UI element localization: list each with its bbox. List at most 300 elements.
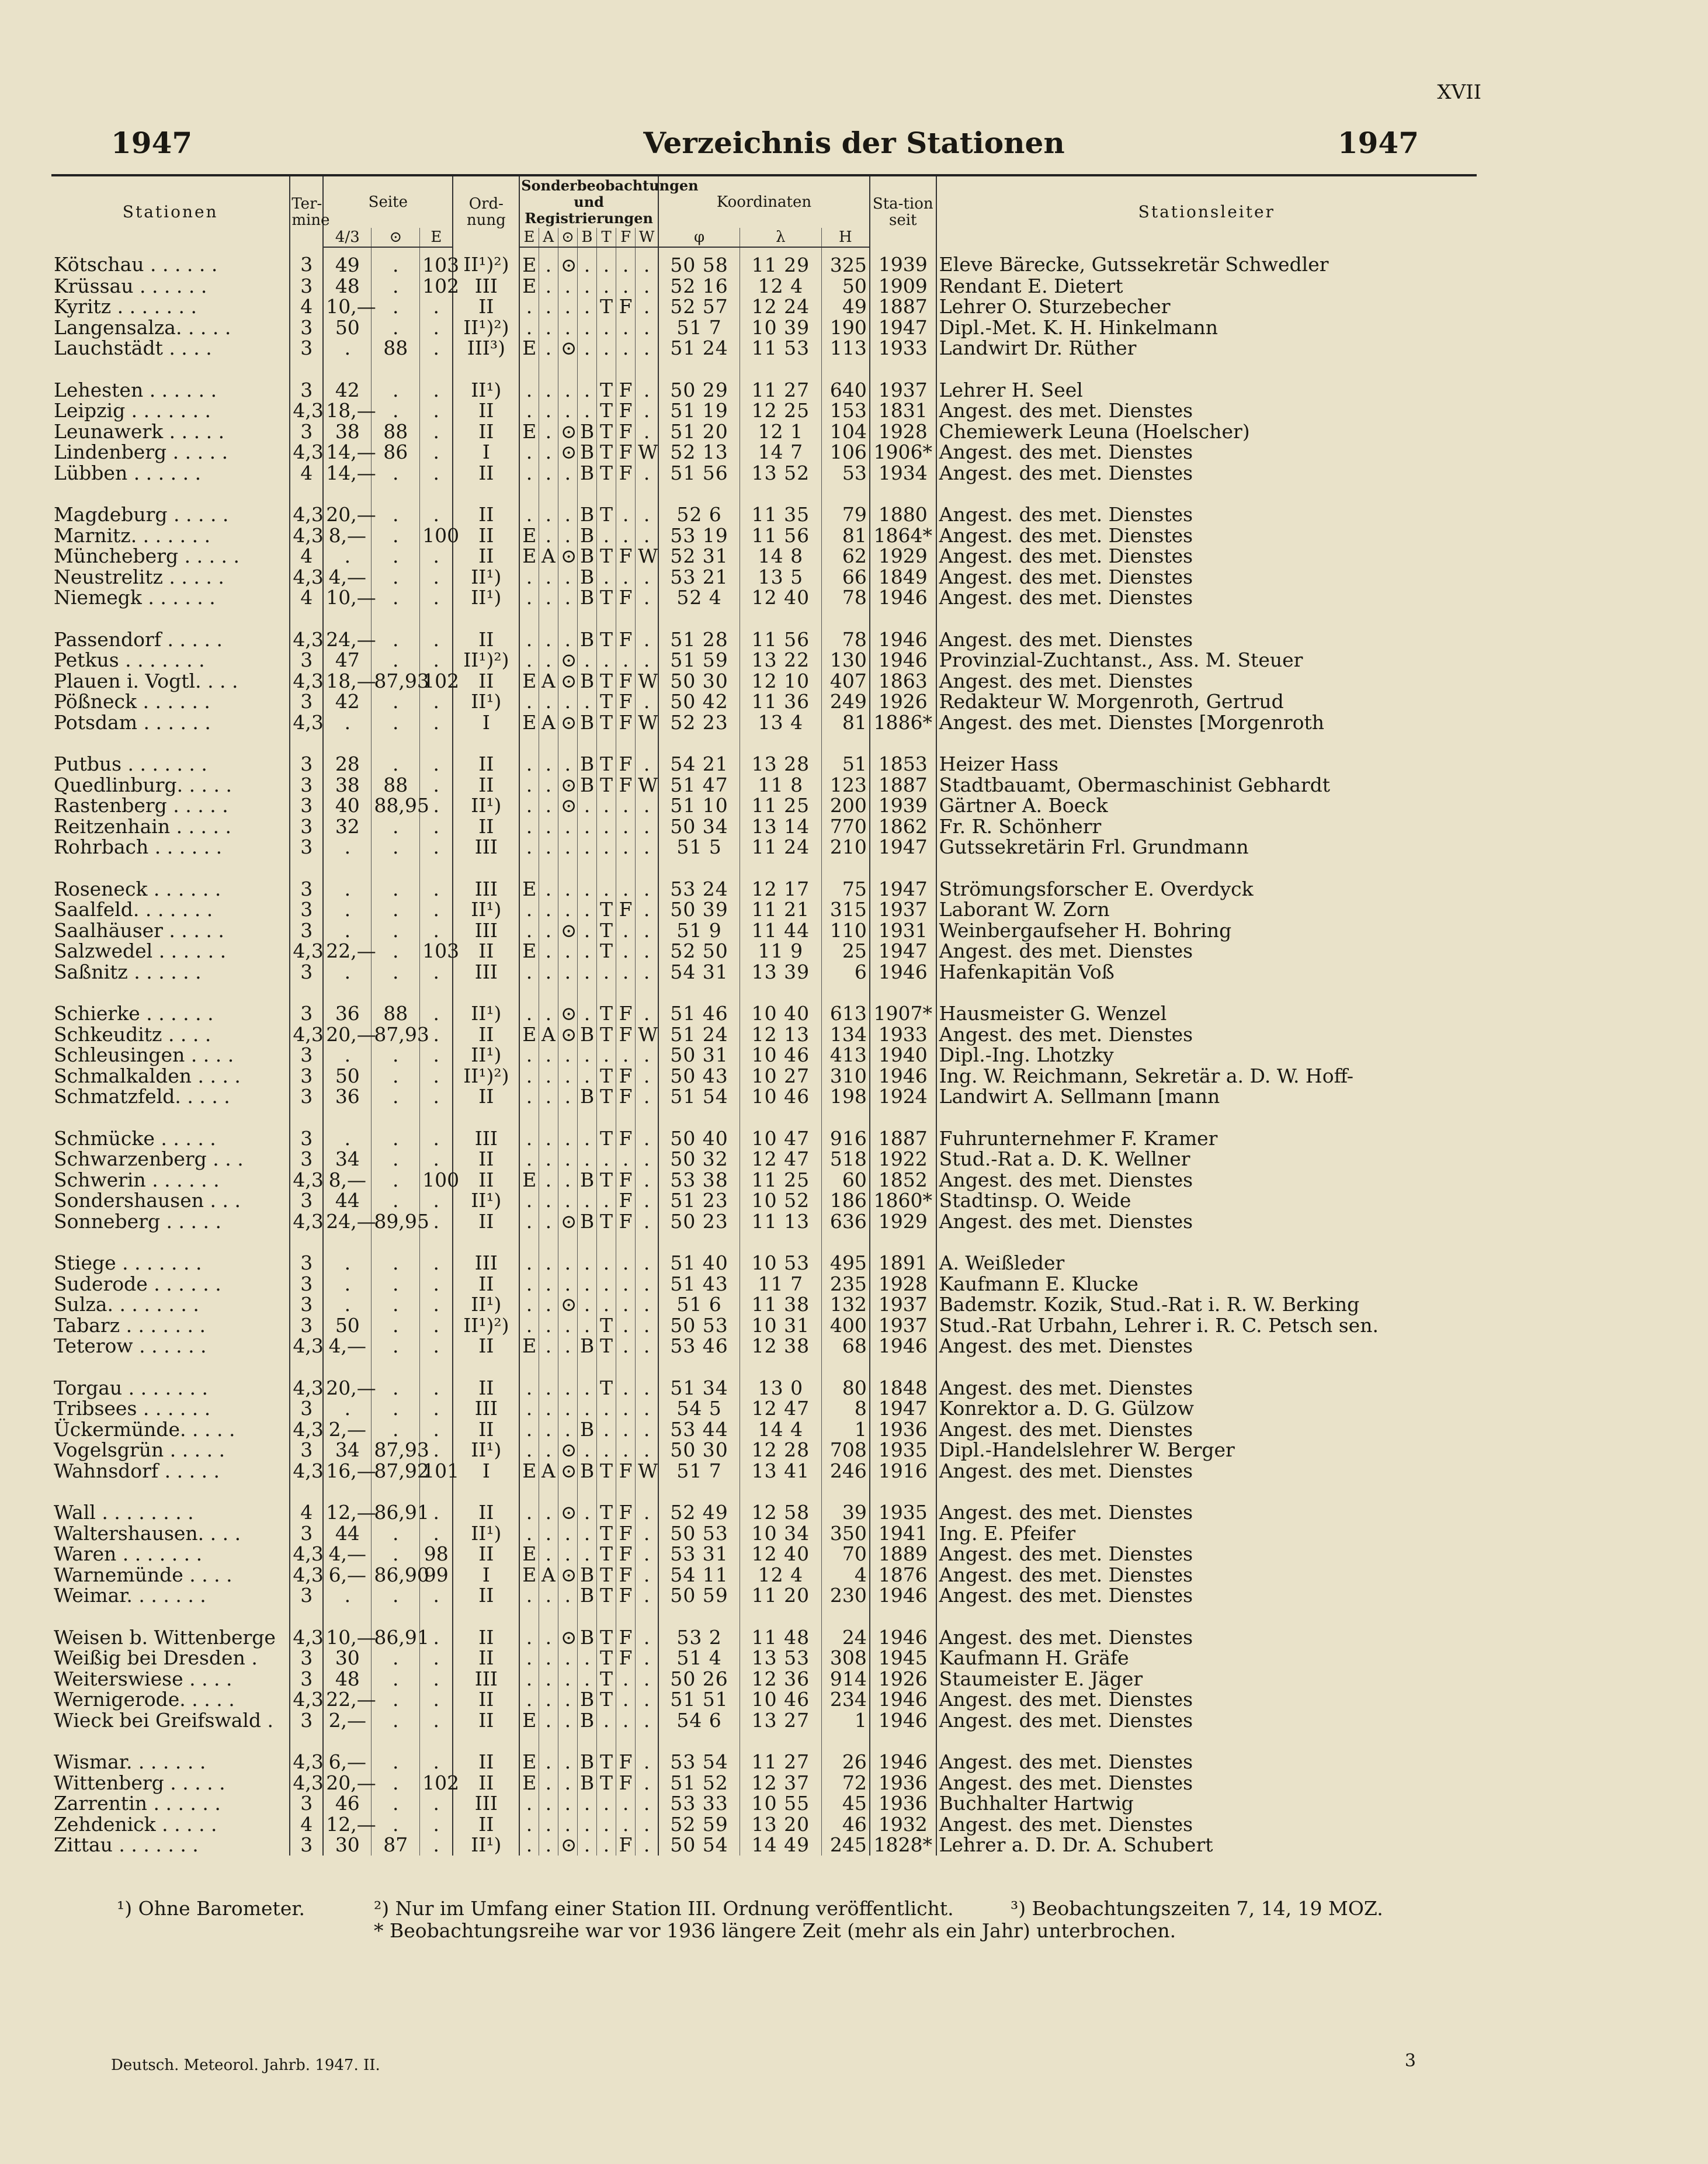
latitude: 50 53 <box>658 1523 740 1544</box>
sonder-sun: ⊙ <box>558 1294 577 1315</box>
ordnung: III <box>453 1669 519 1690</box>
sonder-b: B <box>577 1461 596 1482</box>
seite-43: 38 <box>323 421 372 442</box>
sonder-a: . <box>539 629 558 650</box>
seite-sun: . <box>372 899 420 920</box>
sonder-t: T <box>597 1544 616 1565</box>
spacer-cell <box>658 483 740 504</box>
sub-sonder-w: W <box>636 228 658 247</box>
latitude: 52 16 <box>658 276 740 297</box>
height: 66 <box>821 567 870 588</box>
spacer-cell <box>372 359 420 380</box>
latitude: 53 44 <box>658 1419 740 1440</box>
seite-43: . <box>323 879 372 900</box>
termine: 3 <box>290 1003 323 1024</box>
ordnung: III <box>453 1398 519 1419</box>
spacer-cell <box>821 483 870 504</box>
seite-sun: 88 <box>372 421 420 442</box>
sonder-t: T <box>597 1585 616 1606</box>
station-seit: 1929 <box>870 546 936 567</box>
group-spacer <box>51 1481 1477 1502</box>
seite-sun: . <box>372 1294 420 1315</box>
sonder-w: . <box>636 1710 658 1731</box>
sonder-w: . <box>636 1149 658 1170</box>
latitude: 51 10 <box>658 795 740 816</box>
termine: 3 <box>290 1315 323 1336</box>
table-row <box>51 567 1477 588</box>
seite-e: 102 <box>420 671 453 692</box>
termine: 4,3 <box>290 1170 323 1191</box>
seite-e: . <box>420 1045 453 1066</box>
stationsleiter: Angest. des met. Dienstes <box>936 1378 1477 1399</box>
sonder-b: B <box>577 546 596 567</box>
latitude: 54 5 <box>658 1398 740 1419</box>
sonder-b: . <box>577 1315 596 1336</box>
sonder-e: . <box>519 587 539 608</box>
stationsleiter: Angest. des met. Dienstes <box>936 463 1477 484</box>
seite-e: . <box>420 1398 453 1419</box>
spacer-cell <box>539 982 558 1003</box>
table-row <box>51 629 1477 650</box>
latitude: 50 29 <box>658 380 740 401</box>
sonder-b: . <box>577 296 596 317</box>
sonder-t: . <box>597 1294 616 1315</box>
height: 325 <box>821 247 870 276</box>
sonder-e: . <box>519 1627 539 1648</box>
sonder-f: . <box>616 1398 636 1419</box>
station-name: Tabarz . . . . . . . <box>54 1313 206 1337</box>
spacer-cell <box>290 1232 323 1253</box>
sonder-t: . <box>597 1253 616 1274</box>
sonder-b: . <box>577 899 596 920</box>
spacer-cell <box>616 608 636 629</box>
seite-e: . <box>420 1315 453 1336</box>
sonder-sun: . <box>558 1773 577 1794</box>
table-row <box>51 1773 1477 1794</box>
sonder-e: E <box>519 546 539 567</box>
latitude: 50 40 <box>658 1128 740 1149</box>
seite-e: . <box>420 879 453 900</box>
ordnung: II <box>453 504 519 525</box>
ordnung: II¹)²) <box>453 650 519 671</box>
sonder-sun: ⊙ <box>558 1461 577 1482</box>
sonder-f: F <box>616 296 636 317</box>
sonder-t: . <box>597 276 616 297</box>
latitude: 51 24 <box>658 1024 740 1045</box>
spacer-cell <box>372 1730 420 1752</box>
sonder-b: B <box>577 1211 596 1232</box>
spacer-cell <box>51 1481 290 1502</box>
sonder-sun: . <box>558 1274 577 1295</box>
sonder-t: T <box>597 691 616 712</box>
height: 235 <box>821 1274 870 1295</box>
sonder-sun: ⊙ <box>558 1502 577 1523</box>
ordnung: II <box>453 400 519 421</box>
seite-43: 12,— <box>323 1814 372 1835</box>
termine: 3 <box>290 962 323 983</box>
sonder-sun: . <box>558 1190 577 1211</box>
spacer-cell <box>616 1232 636 1253</box>
sonder-e: E <box>519 421 539 442</box>
latitude: 53 38 <box>658 1170 740 1191</box>
sonder-e: . <box>519 899 539 920</box>
sonder-e: E <box>519 1461 539 1482</box>
sonder-a: . <box>539 1211 558 1232</box>
latitude: 53 46 <box>658 1336 740 1357</box>
table-row <box>51 1024 1477 1045</box>
station-seit: 1864* <box>870 525 936 546</box>
sonder-t: T <box>597 421 616 442</box>
seite-43: . <box>323 1294 372 1315</box>
spacer-cell <box>51 483 290 504</box>
seite-43: . <box>323 338 372 359</box>
station-seit: 1946 <box>870 1627 936 1648</box>
latitude: 51 24 <box>658 338 740 359</box>
sonder-a: A <box>539 712 558 733</box>
termine: 4,3 <box>290 1752 323 1773</box>
seite-sun: 86 <box>372 442 420 463</box>
termine: 3 <box>290 1066 323 1087</box>
height: 50 <box>821 276 870 297</box>
sonder-a: . <box>539 879 558 900</box>
spacer-cell <box>453 1107 519 1128</box>
longitude: 12 37 <box>740 1773 822 1794</box>
station-seit: 1828* <box>870 1834 936 1856</box>
table-row <box>51 1066 1477 1087</box>
termine: 4,3 <box>290 504 323 525</box>
termine: 4,3 <box>290 567 323 588</box>
latitude: 52 50 <box>658 941 740 962</box>
termine: 3 <box>290 691 323 712</box>
sonder-t: T <box>597 671 616 692</box>
longitude: 10 34 <box>740 1523 822 1544</box>
sonder-t: T <box>597 380 616 401</box>
seite-e: . <box>420 380 453 401</box>
longitude: 12 38 <box>740 1336 822 1357</box>
sonder-t: T <box>597 629 616 650</box>
sonder-t: T <box>597 1461 616 1482</box>
sonder-a: . <box>539 1066 558 1087</box>
sonder-w: . <box>636 1440 658 1461</box>
height: 49 <box>821 296 870 317</box>
station-name: Schkeuditz . . . . <box>54 1022 211 1046</box>
table-row <box>51 546 1477 567</box>
height: 350 <box>821 1523 870 1544</box>
termine: 3 <box>290 1585 323 1606</box>
spacer-cell <box>658 733 740 754</box>
longitude: 12 47 <box>740 1149 822 1170</box>
sonder-t: T <box>597 1773 616 1794</box>
ordnung: II¹)²) <box>453 317 519 338</box>
sonder-a: . <box>539 837 558 858</box>
height: 407 <box>821 671 870 692</box>
longitude: 14 7 <box>740 442 822 463</box>
seite-e: . <box>420 899 453 920</box>
ordnung: I <box>453 712 519 733</box>
spacer-cell <box>597 1730 616 1752</box>
sonder-f: . <box>616 1440 636 1461</box>
termine: 3 <box>290 1669 323 1690</box>
ordnung: II <box>453 525 519 546</box>
stationsleiter: Landwirt A. Sellmann [mann <box>936 1086 1477 1107</box>
spacer-cell <box>51 1606 290 1627</box>
sonder-t: T <box>597 400 616 421</box>
latitude: 53 21 <box>658 567 740 588</box>
sonder-f: F <box>616 1544 636 1565</box>
sonder-a: . <box>539 1419 558 1440</box>
station-seit: 1880 <box>870 504 936 525</box>
sonder-b: . <box>577 1045 596 1066</box>
sonder-b: . <box>577 1669 596 1690</box>
sonder-w: . <box>636 1544 658 1565</box>
stationsleiter: Provinzial-Zuchtanst., Ass. M. Steuer <box>936 650 1477 671</box>
station-table-body <box>51 247 1477 1856</box>
sonder-e: . <box>519 1128 539 1149</box>
group-spacer <box>51 982 1477 1003</box>
seite-e: . <box>420 1378 453 1399</box>
station-seit: 1947 <box>870 837 936 858</box>
sonder-sun: . <box>558 1814 577 1835</box>
sonder-f: . <box>616 338 636 359</box>
termine: 4,3 <box>290 1419 323 1440</box>
sonder-e: . <box>519 1045 539 1066</box>
sonder-w: . <box>636 1294 658 1315</box>
sonder-b: . <box>577 941 596 962</box>
table-row <box>51 1294 1477 1315</box>
termine: 4,3 <box>290 941 323 962</box>
sonder-f: F <box>616 899 636 920</box>
sonder-w: . <box>636 1066 658 1087</box>
longitude: 12 10 <box>740 671 822 692</box>
stationsleiter: Dipl.-Ing. Lhotzky <box>936 1045 1477 1066</box>
spacer-cell <box>821 359 870 380</box>
ordnung: II¹) <box>453 899 519 920</box>
longitude: 13 27 <box>740 1710 822 1731</box>
spacer-cell <box>936 483 1477 504</box>
ordnung: II <box>453 941 519 962</box>
sonder-a: . <box>539 941 558 962</box>
station-seit: 1940 <box>870 1045 936 1066</box>
longitude: 13 0 <box>740 1378 822 1399</box>
spacer-cell <box>577 858 596 879</box>
seite-sun: . <box>372 629 420 650</box>
sonder-b: . <box>577 247 596 276</box>
ordnung: II <box>453 296 519 317</box>
height: 130 <box>821 650 870 671</box>
longitude: 14 49 <box>740 1834 822 1856</box>
sonder-f: F <box>616 421 636 442</box>
spacer-cell <box>870 483 936 504</box>
seite-43: 4,— <box>323 567 372 588</box>
ordnung: I <box>453 1565 519 1586</box>
seite-43: 8,— <box>323 525 372 546</box>
seite-43: 22,— <box>323 1689 372 1710</box>
seite-e: . <box>420 629 453 650</box>
sonder-e: E <box>519 1170 539 1191</box>
sonder-f: F <box>616 1211 636 1232</box>
spacer-cell <box>636 858 658 879</box>
station-seit: 1947 <box>870 941 936 962</box>
sonder-b: . <box>577 879 596 900</box>
height: 1 <box>821 1419 870 1440</box>
termine: 4 <box>290 296 323 317</box>
sonder-t: T <box>597 1689 616 1710</box>
seite-43: 20,— <box>323 1773 372 1794</box>
spacer-cell <box>636 1606 658 1627</box>
sonder-t: T <box>597 1336 616 1357</box>
sonder-w: . <box>636 962 658 983</box>
sonder-w: . <box>636 691 658 712</box>
station-name: Wismar. . . . . . . <box>54 1750 206 1773</box>
sonder-e: E <box>519 1544 539 1565</box>
sonder-f: F <box>616 1170 636 1191</box>
seite-e: . <box>420 442 453 463</box>
sonder-f: F <box>616 629 636 650</box>
sonder-sun: ⊙ <box>558 712 577 733</box>
stationsleiter: Angest. des met. Dienstes <box>936 671 1477 692</box>
longitude: 13 5 <box>740 567 822 588</box>
station-name: Müncheberg . . . . . <box>54 545 240 567</box>
sonder-b: . <box>577 317 596 338</box>
longitude: 10 53 <box>740 1253 822 1274</box>
termine: 3 <box>290 380 323 401</box>
ordnung: II¹) <box>453 567 519 588</box>
stationsleiter: A. Weißleder <box>936 1253 1477 1274</box>
spacer-cell <box>519 1357 539 1378</box>
latitude: 53 54 <box>658 1752 740 1773</box>
ordnung: II <box>453 775 519 796</box>
stationsleiter: Buchhalter Hartwig <box>936 1793 1477 1814</box>
spacer-cell <box>372 1357 420 1378</box>
stationsleiter: Angest. des met. Dienstes <box>936 1461 1477 1482</box>
sonder-sun: . <box>558 296 577 317</box>
ordnung: II <box>453 463 519 484</box>
spacer-cell <box>740 858 822 879</box>
latitude: 54 31 <box>658 962 740 983</box>
station-seit: 1946 <box>870 587 936 608</box>
sonder-f: F <box>616 546 636 567</box>
latitude: 50 34 <box>658 816 740 837</box>
stationsleiter: Staumeister E. Jäger <box>936 1669 1477 1690</box>
spacer-cell <box>539 1107 558 1128</box>
seite-e: . <box>420 1585 453 1606</box>
ordnung: II¹) <box>453 1294 519 1315</box>
seite-sun: . <box>372 567 420 588</box>
latitude: 54 21 <box>658 754 740 775</box>
sonder-a: . <box>539 899 558 920</box>
seite-43: 50 <box>323 1066 372 1087</box>
footnote-3: ³) Beobachtungszeiten 7, 14, 19 MOZ. <box>1011 1897 1383 1920</box>
termine: 3 <box>290 276 323 297</box>
station-name: Marnitz. . . . . . . <box>54 523 211 547</box>
sonder-a: . <box>539 317 558 338</box>
spacer-cell <box>821 982 870 1003</box>
sonder-e: . <box>519 400 539 421</box>
seite-e: 100 <box>420 525 453 546</box>
height: 230 <box>821 1585 870 1606</box>
sonder-f: . <box>616 1315 636 1336</box>
seite-43: 14,— <box>323 463 372 484</box>
longitude: 13 28 <box>740 754 822 775</box>
sonder-sun: . <box>558 1336 577 1357</box>
height: 39 <box>821 1502 870 1523</box>
ordnung: II¹) <box>453 1190 519 1211</box>
termine: 3 <box>290 1190 323 1211</box>
spacer-cell <box>636 733 658 754</box>
station-name: Schwarzenberg . . . <box>54 1147 244 1170</box>
seite-sun: . <box>372 1315 420 1336</box>
sonder-a: . <box>539 463 558 484</box>
station-seit: 1891 <box>870 1253 936 1274</box>
sonder-b: B <box>577 1565 596 1586</box>
termine: 4 <box>290 1814 323 1835</box>
sonder-e: . <box>519 1003 539 1024</box>
seite-sun: . <box>372 504 420 525</box>
spacer-cell <box>372 1481 420 1502</box>
station-seit: 1924 <box>870 1086 936 1107</box>
ordnung: II <box>453 1336 519 1357</box>
sonder-sun: . <box>558 525 577 546</box>
sonder-b: . <box>577 1544 596 1565</box>
spacer-cell <box>323 982 372 1003</box>
station-name: Kötschau . . . . . . <box>54 253 218 276</box>
seite-sun: . <box>372 1419 420 1440</box>
ordnung: II¹) <box>453 380 519 401</box>
seite-e: 99 <box>420 1565 453 1586</box>
station-name: Wieck bei Greifswald . <box>54 1708 274 1732</box>
sonder-w: . <box>636 276 658 297</box>
sonder-b: B <box>577 463 596 484</box>
seite-e: . <box>420 317 453 338</box>
sonder-b: . <box>577 1502 596 1523</box>
station-name: Saalhäuser . . . . . <box>54 918 224 942</box>
seite-sun: 87,93 <box>372 1440 420 1461</box>
station-seit: 1935 <box>870 1440 936 1461</box>
longitude: 12 1 <box>740 421 822 442</box>
spacer-cell <box>51 1232 290 1253</box>
ordnung: III <box>453 837 519 858</box>
height: 200 <box>821 795 870 816</box>
sonder-f: F <box>616 775 636 796</box>
height: 123 <box>821 775 870 796</box>
sonder-sun: . <box>558 1689 577 1710</box>
spacer-cell <box>323 1606 372 1627</box>
sonder-e: . <box>519 920 539 941</box>
height: 62 <box>821 546 870 567</box>
spacer-cell <box>372 1606 420 1627</box>
sonder-w: . <box>636 1648 658 1669</box>
sonder-t: T <box>597 1066 616 1087</box>
sonder-f: . <box>616 276 636 297</box>
ordnung: III <box>453 1128 519 1149</box>
year-right: 1947 <box>1337 126 1419 160</box>
sonder-b: B <box>577 1336 596 1357</box>
sonder-a: . <box>539 1294 558 1315</box>
seite-sun: 87,93 <box>372 1024 420 1045</box>
spacer-cell <box>290 982 323 1003</box>
height: 708 <box>821 1440 870 1461</box>
spacer-cell <box>539 1606 558 1627</box>
page-number: XVII <box>1437 81 1481 104</box>
stationsleiter: Angest. des met. Dienstes <box>936 587 1477 608</box>
sub-koord-lambda: λ <box>740 228 822 247</box>
spacer-cell <box>636 1357 658 1378</box>
seite-43: 38 <box>323 775 372 796</box>
sonder-e: . <box>519 691 539 712</box>
termine: 3 <box>290 1398 323 1419</box>
height: 400 <box>821 1315 870 1336</box>
stationsleiter: Angest. des met. Dienstes <box>936 567 1477 588</box>
